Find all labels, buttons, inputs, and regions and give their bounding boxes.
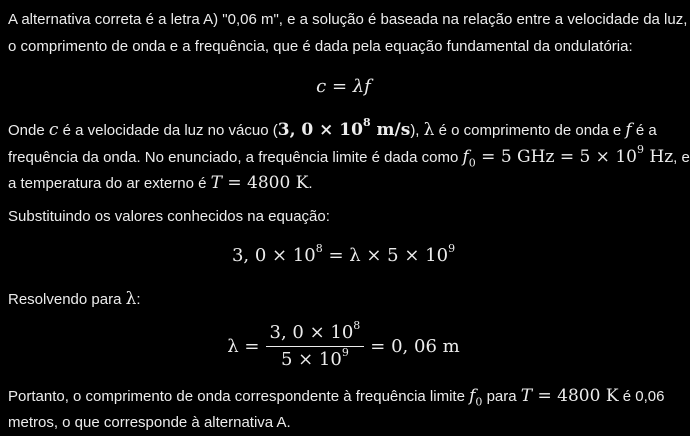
- conclusion-temperature: [521, 386, 619, 406]
- definitions-line-3: [8, 170, 313, 197]
- frequency-unit: Hz: [643, 147, 674, 167]
- text-result-value: é 0,06: [622, 388, 665, 405]
- text-period: .: [308, 175, 313, 192]
- temperature-expression: [211, 173, 309, 193]
- conclusion-temperature-value: = 4800 K: [532, 386, 619, 406]
- conclusion-f0: [469, 386, 483, 409]
- text-onde: Onde: [8, 122, 45, 139]
- conclusion-line-1: [8, 383, 664, 410]
- eq3-denominator-exponent: 9: [341, 346, 349, 359]
- speed-of-light-exponent: 8: [362, 116, 371, 130]
- symbol-f: f: [625, 120, 632, 140]
- equation-wave-speed: [0, 73, 687, 100]
- symbol-T-2: T: [520, 386, 533, 406]
- eq2-left-exponent: 8: [315, 242, 323, 255]
- text-para: para: [486, 388, 517, 405]
- speed-of-light-unit: m/s: [370, 120, 411, 140]
- eq3-lambda: λ =: [227, 336, 260, 357]
- fraction: [266, 319, 365, 371]
- text-comma-e: , e: [673, 149, 690, 166]
- speed-of-light-value: [277, 116, 411, 140]
- substitution-intro: Substituindo os valores conhecidos na equação:: [8, 208, 330, 225]
- text-colon: :: [136, 291, 141, 308]
- eq3-denominator: 5 × 10: [280, 349, 342, 370]
- text-temperature-def: a temperatura do ar externo é: [8, 175, 207, 192]
- eq2-left: 3, 0 × 10: [231, 245, 316, 266]
- text-resolvendo: Resolvendo para: [8, 291, 122, 308]
- symbol-c: c: [48, 120, 59, 140]
- eq2-right: = λ × 5 × 10: [322, 245, 449, 266]
- eq3-numerator-exponent: 8: [353, 319, 361, 332]
- eq2-right-exponent: 9: [448, 242, 456, 255]
- text-frequency-def: frequência da onda. No enunciado, a frequência limite é dada como: [8, 149, 459, 166]
- symbol-T: T: [210, 173, 222, 193]
- text-wavelength-def: é o comprimento de onda e: [438, 122, 622, 139]
- equation-solution: [0, 319, 687, 371]
- symbol-f0-subscript: 0: [468, 156, 476, 170]
- equation-substitution: [0, 242, 687, 269]
- fraction-numerator: [266, 319, 365, 347]
- frequency-limit-expression: [462, 143, 674, 170]
- symbol-f0: f: [462, 147, 469, 167]
- symbol-f0-2-subscript: 0: [475, 395, 483, 409]
- symbol-lambda-2: λ: [125, 289, 137, 309]
- speed-of-light-mantissa: 3, 0 × 10: [277, 120, 363, 140]
- intro-paragraph-line-2: o comprimento de onda e a frequência, que é dada pela equação fundamental da ondulatória:: [8, 38, 633, 55]
- eq3-result: = 0, 06 m: [370, 336, 460, 357]
- conclusion-line-2: metros, o que corresponde à alternativa A.: [8, 414, 291, 431]
- frequency-exponent: 9: [636, 143, 644, 157]
- frequency-value: = 5 GHz = 5 × 10: [475, 147, 637, 167]
- solving-intro: [8, 286, 141, 313]
- text-e-a: é a: [635, 122, 657, 139]
- intro-paragraph-line-1: A alternativa correta é a letra A) "0,06 m", e a solução é baseada na relação entre a velocidade da luz,: [8, 11, 688, 28]
- text-conclusion: Portanto, o comprimento de onda correspondente à frequência limite: [8, 388, 465, 405]
- text-close-paren: ),: [410, 122, 420, 139]
- fraction-denominator: [277, 347, 353, 371]
- symbol-lambda: λ: [423, 120, 435, 140]
- text-velocity-def: é a velocidade da luz no vácuo (: [62, 122, 278, 139]
- equation-wave-speed-text: c = λf: [316, 76, 371, 97]
- definitions-line-2: [8, 144, 690, 171]
- definitions-line-1: [8, 117, 657, 144]
- eq3-numerator: 3, 0 × 10: [269, 322, 354, 343]
- symbol-f0-2: f: [469, 386, 476, 406]
- temperature-value: = 4800 K: [221, 173, 309, 193]
